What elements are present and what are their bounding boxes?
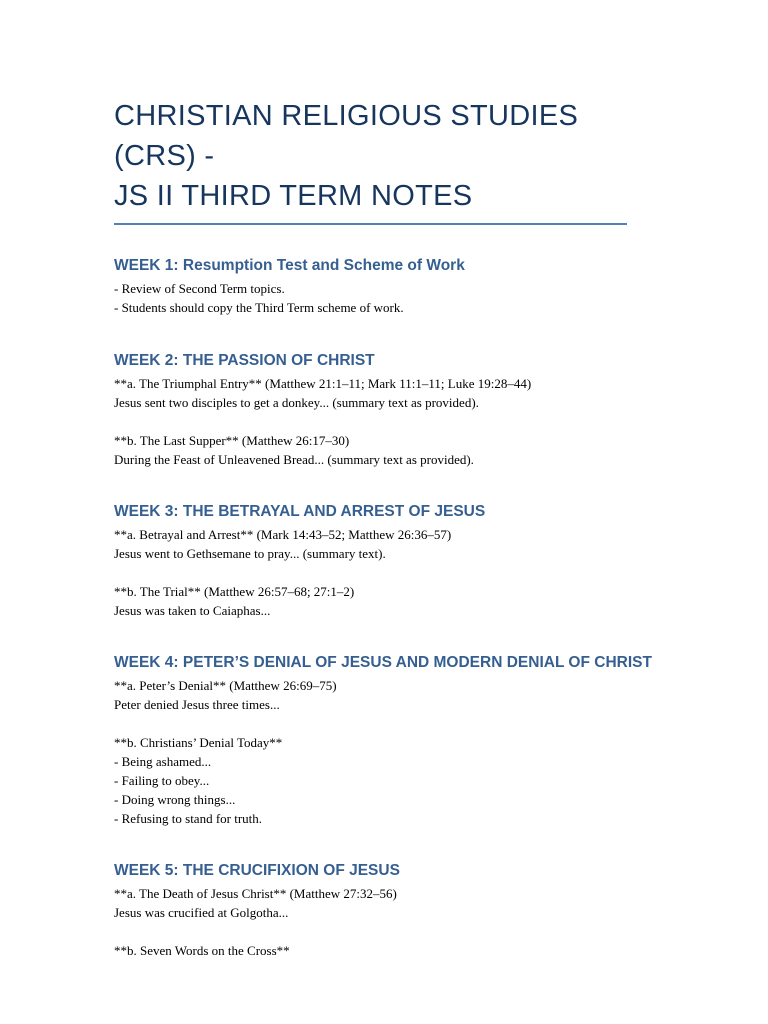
text-line: During the Feast of Unleavened Bread... (summary text as provided). [114,452,474,467]
week-heading: WEEK 2: THE PASSION OF CHRIST [114,352,375,369]
week-block [114,374,654,412]
week-5-section [114,861,654,960]
title-underline-rule [114,223,627,225]
title-line-2: JS II THIRD TERM NOTES [114,180,473,212]
text-line: **b. Christians’ Denial Today** [114,735,283,750]
week-block [114,582,654,620]
week-heading: WEEK 1: Resumption Test and Scheme of Work [114,257,465,274]
text-line: **a. The Triumphal Entry** (Matthew 21:1–11; Mark 11:1–11; Luke 19:28–44) [114,376,532,391]
text-line: **a. The Death of Jesus Christ** (Matthew 27:32–56) [114,886,397,901]
week-block [114,676,654,714]
week-block [114,279,654,317]
week-block [114,884,654,922]
list-item: - Refusing to stand for truth. [114,811,263,826]
text-line: **b. The Last Supper** (Matthew 26:17–30) [114,433,350,448]
week-heading: WEEK 3: THE BETRAYAL AND ARREST OF JESUS [114,503,486,520]
text-line: Jesus went to Gethsemane to pray... (summary text). [114,546,386,561]
week-block [114,431,654,469]
document-title [114,96,654,216]
text-line: **a. Betrayal and Arrest** (Mark 14:43–52; Matthew 26:36–57) [114,527,452,542]
text-line: Jesus was crucified at Golgotha... [114,905,289,920]
title-line-1: CHRISTIAN RELIGIOUS STUDIES (CRS) - [114,100,579,172]
week-1-section [114,256,654,317]
text-line: **b. The Trial** (Matthew 26:57–68; 27:1–2) [114,584,355,599]
text-line: Jesus was taken to Caiaphas... [114,603,271,618]
text-line: **b. Seven Words on the Cross** [114,943,290,958]
week-2-section [114,351,654,469]
week-block [114,733,654,828]
text-line: - Students should copy the Third Term scheme of work. [114,300,404,315]
week-block [114,941,654,960]
text-line: - Review of Second Term topics. [114,281,285,296]
list-item: - Being ashamed... [114,754,212,769]
text-line: Jesus sent two disciples to get a donkey... (summary text as provided). [114,395,479,410]
week-heading: WEEK 5: THE CRUCIFIXION OF JESUS [114,862,400,879]
list-item: - Doing wrong things... [114,792,236,807]
week-4-section [114,653,654,828]
week-block [114,525,654,563]
text-line: Peter denied Jesus three times... [114,697,280,712]
list-item: - Failing to obey... [114,773,210,788]
week-heading: WEEK 4: PETER’S DENIAL OF JESUS AND MODERN DENIAL OF CHRIST [114,654,652,671]
week-3-section [114,502,654,620]
text-line: **a. Peter’s Denial** (Matthew 26:69–75) [114,678,337,693]
